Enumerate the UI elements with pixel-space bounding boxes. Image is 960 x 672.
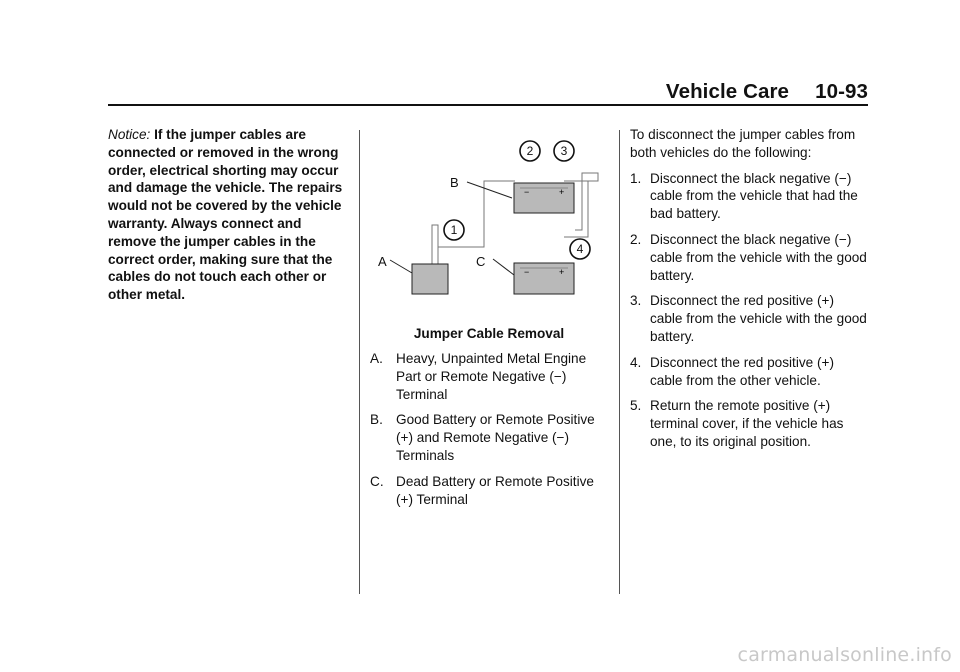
running-head	[666, 80, 868, 104]
svg-text:1: 1	[450, 223, 458, 237]
good-battery-minus: −	[524, 187, 530, 197]
column-divider-right	[619, 130, 620, 594]
dead-battery-minus: −	[524, 267, 530, 277]
page-header	[0, 0, 960, 110]
pointer-a	[390, 260, 412, 273]
legend-item-b	[370, 411, 610, 464]
step-text: Disconnect the black negative (−) cable from the vehicle with the good battery.	[650, 231, 867, 283]
step-number: 3.	[630, 293, 642, 309]
diagram-label-a: A	[378, 254, 387, 269]
diagram-label-c: C	[476, 254, 486, 269]
step-3	[630, 292, 870, 345]
ground-block	[412, 264, 448, 294]
step-2	[630, 231, 870, 284]
callout-4	[570, 239, 590, 259]
step-number: 4.	[630, 354, 642, 370]
diagram-legend	[370, 350, 610, 516]
notice-text: If the jumper cables are connected or removed in the wrong order, electrical shorting may occur and damage the vehicle. The repairs would not be covered by the vehicle warranty. Always connect and remove the jumper cables in the correct order, making sure that the cables do not touch each other or other metal.	[108, 127, 343, 303]
legend-text: Heavy, Unpainted Metal Engine Part or Remote Negative (−) Terminal	[396, 351, 587, 402]
column-divider-left	[359, 130, 360, 594]
section-title: Vehicle Care	[665, 80, 790, 103]
dead-battery	[514, 263, 574, 294]
disconnect-instructions	[630, 126, 870, 459]
positive-cable	[575, 173, 598, 230]
header-rule	[108, 104, 868, 106]
callout-1	[444, 220, 464, 240]
svg-text:4: 4	[576, 242, 584, 256]
ground-cable	[432, 225, 438, 265]
instructions-intro: To disconnect the jumper cables from both vehicles do the following:	[630, 127, 856, 160]
step-1	[630, 170, 870, 223]
legend-item-c	[370, 473, 610, 509]
step-number: 1.	[630, 170, 642, 186]
legend-text: Good Battery or Remote Positive (+) and Remote Negative (−) Terminals	[396, 412, 595, 463]
callout-3	[554, 141, 574, 161]
diagram-caption: Jumper Cable Removal	[413, 326, 565, 341]
step-4	[630, 354, 870, 390]
svg-text:2: 2	[526, 144, 534, 158]
jumper-cable-diagram	[370, 135, 605, 325]
legend-text: Dead Battery or Remote Positive (+) Terminal	[396, 473, 594, 507]
notice-label: Notice:	[108, 127, 151, 142]
callout-2	[520, 141, 540, 161]
step-text: Disconnect the red positive (+) cable from the other vehicle.	[650, 354, 834, 388]
step-number: 2.	[630, 231, 642, 247]
diagram-label-b: B	[450, 175, 459, 190]
pointer-c	[493, 259, 514, 275]
notice-block	[108, 126, 353, 304]
pointer-b	[467, 182, 512, 198]
legend-key: A.	[370, 351, 383, 366]
legend-item-a	[370, 350, 610, 403]
dead-battery-plus: +	[559, 267, 565, 277]
step-text: Disconnect the red positive (+) cable from the vehicle with the good battery.	[650, 293, 867, 344]
legend-key: B.	[370, 412, 383, 428]
good-battery-plus: +	[559, 187, 565, 197]
watermark: carmanualsonline.info	[737, 644, 952, 666]
svg-text:3: 3	[560, 144, 568, 158]
step-text: Disconnect the black negative (−) cable from the vehicle that had the bad battery.	[650, 170, 858, 222]
step-number: 5.	[630, 398, 642, 414]
page-number: 10-93	[815, 80, 868, 103]
good-battery	[514, 183, 574, 213]
legend-key: C.	[370, 473, 384, 489]
step-text: Return the remote positive (+) terminal cover, if the vehicle has one, to its original position.	[650, 398, 844, 449]
step-5	[630, 397, 870, 450]
